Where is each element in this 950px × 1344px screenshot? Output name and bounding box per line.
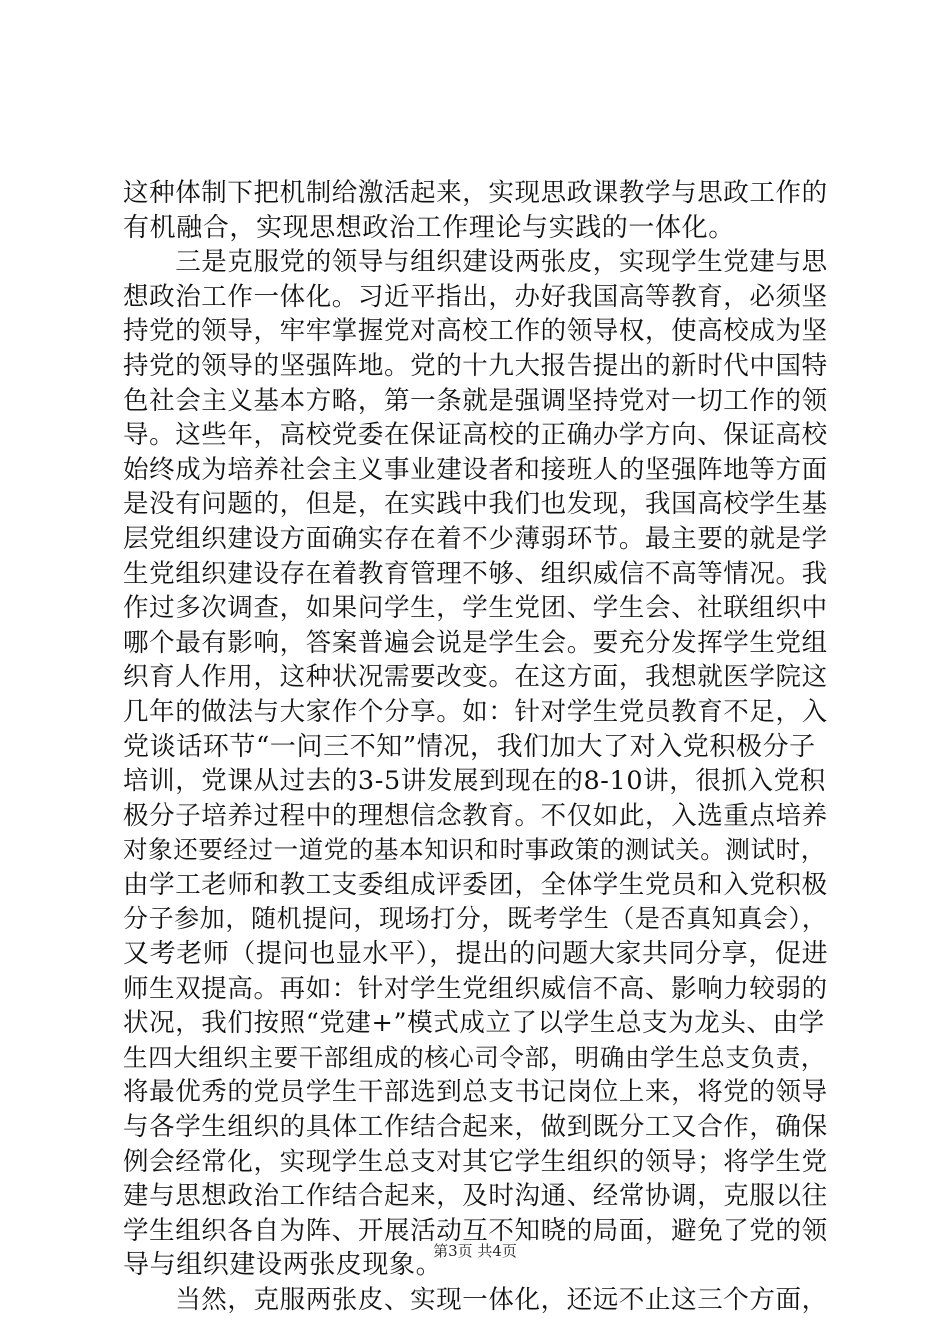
text-line: 例会经常化，实现学生总支对其它学生组织的领导；将学生党 — [123, 1146, 828, 1177]
text-line: 导。这些年，高校党委在保证高校的正确办学方向、保证高校 — [123, 420, 828, 451]
text-line: 建与思想政治工作结合起来，及时沟通、经常协调，克服以往 — [123, 1181, 828, 1212]
text-line: 学生组织各自为阵、开展活动互不知晓的局面，避免了党的领 — [123, 1215, 828, 1246]
text-line: 持党的领导，牢牢掌握党对高校工作的领导权，使高校成为坚 — [123, 316, 828, 347]
text-line: 织育人作用，这种状况需要改变。在这方面，我想就医学院这 — [123, 662, 828, 693]
text-line: 对象还要经过一道党的基本知识和时事政策的测试关。测试时， — [123, 835, 826, 865]
text-line: 师生双提高。再如：针对学生党组织威信不高、影响力较弱的 — [123, 973, 828, 1004]
text-line: 几年的做法与大家作个分享。如：针对学生党员教育不足，入 — [123, 696, 828, 727]
text-line: 始终成为培养社会主义事业建设者和接班人的坚强阵地等方面 — [123, 454, 828, 485]
document-body — [123, 176, 831, 1318]
text-line: 是没有问题的，但是，在实践中我们也发现，我国高校学生基 — [123, 489, 828, 520]
text-line: 状况，我们按照“党建+”模式成立了以学生总支为龙头、由学 — [123, 1008, 825, 1039]
text-line: 三是克服党的领导与组织建设两张皮，实现学生党建与思 — [123, 247, 828, 278]
text-line: 将最优秀的党员学生干部选到总支书记岗位上来，将党的领导 — [123, 1077, 828, 1108]
text-line: 又考老师（提问也显水平），提出的问题大家共同分享，促进 — [123, 939, 829, 970]
text-line: 哪个最有影响，答案普遍会说是学生会。要充分发挥学生党组 — [123, 627, 828, 658]
text-line: 极分子培养过程中的理想信念教育。不仅如此，入选重点培养 — [123, 800, 828, 831]
text-line: 导与组织建设两张皮现象。 — [123, 1250, 443, 1281]
text-line: 与各学生组织的具体工作结合起来，做到既分工又合作，确保 — [123, 1112, 828, 1143]
text-line: 党谈话环节“一问三不知”情况，我们加大了对入党积极分子 — [123, 731, 816, 762]
text-line: 色社会主义基本方略，第一条就是强调坚持党对一切工作的领 — [123, 385, 828, 416]
text-line: 生党组织建设存在着教育管理不够、组织威信不高等情况。我 — [123, 558, 828, 589]
text-line: 有机融合，实现思想政治工作理论与实践的一体化。 — [123, 212, 735, 243]
text-line: 由学工老师和教工支委组成评委团，全体学生党员和入党积极 — [123, 869, 828, 900]
text-line: 分子参加，随机提问，现场打分，既考学生（是否真知真会）， — [123, 904, 828, 934]
text-line: 这种体制下把机制给激活起来，实现思政课教学与思政工作的 — [123, 178, 828, 208]
text-line: 生四大组织主要干部组成的核心司令部，明确由学生总支负责， — [123, 1042, 826, 1072]
text-line: 层党组织建设方面确实存在着不少薄弱环节。最主要的就是学 — [123, 523, 828, 554]
text-line: 培训，党课从过去的3-5讲发展到现在的8-10讲，很抓入党积 — [123, 766, 826, 797]
text-line: 想政治工作一体化。习近平指出，办好我国高等教育，必须坚 — [123, 281, 828, 312]
text-line: 作过多次调查，如果问学生，学生党团、学生会、社联组织中 — [123, 593, 828, 624]
page-footer: 第3页 共4页 — [433, 1242, 517, 1260]
text-line: 持党的领导的坚强阵地。党的十九大报告提出的新时代中国特 — [123, 350, 828, 381]
text-line: 当然，克服两张皮、实现一体化，还远不止这三个方面， — [123, 1285, 828, 1315]
